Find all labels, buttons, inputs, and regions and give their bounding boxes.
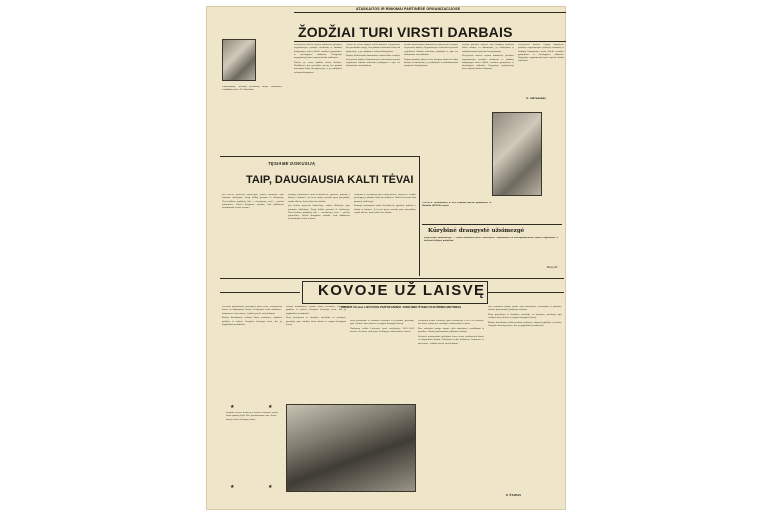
headline-kovoje: KOVOJE UŽ LAISVĘ	[318, 282, 486, 299]
kova-col-3	[350, 320, 414, 402]
poem-wrap	[226, 412, 280, 482]
disc-col-2	[288, 194, 350, 274]
disc-top-rule	[220, 156, 420, 157]
article1-text-d2: Praėjusiais metais rajono komitetas partinės organizacijos pradėjo ataskaitų ir rinkimų kampanijos metu iškelti svarbias gamybines ir ideologines užduotis. Daugelyje organizacijų buvo aptarti darbo trūkumai.	[462, 55, 514, 71]
kova-text-4: Partizanų veikla Lietuvoje ypač suaktyvėjo 1943–1944 metais, kai buvo sudarytas vieningas vadovavimo centras.	[418, 320, 484, 326]
kurybine-title: Kūrybinė draugystė užsimezgė	[428, 228, 525, 234]
disc-text-1: Jau keletą mėnesių laikraštyje vyksta diskusija apie jaunimo auklėjimą. Daug laiškų gavome iš skaitytojų. Vieni kaltina mokyklą, kiti — visuomenę, treti — pačius jaunuolius. Tačiau dauguma sutinka, kad didžiausia atsakomybė tenka tėvams.	[222, 194, 284, 210]
article1-col-b	[346, 44, 400, 156]
kova-text-4c: Lietuvos partizaninis judėjimas buvo viena svarbiausių kovos su okupantais formų. Partizanai veikė miškuose, kaimuose ir miestuose, trukdė priešo susisiekimui.	[418, 335, 484, 345]
kurybine-box	[422, 224, 562, 273]
kova-subhead: (MININT 20-sias LIETUVOS PARTIZANINIO JUDĖJIMO ŠTABO SUKŪRIMO METINES)	[341, 305, 461, 309]
kurybine-byline: Mūsų inf.	[546, 266, 558, 269]
article1-text-b2: Būtina kiekvienam komunistui asmeniškai atsakyti už pavestą darbą. Organizacijos sekretoriai privalo reguliariai tikrinti nutarimų vykdymą ir apie tai informuoti susirinkimus.	[346, 55, 400, 68]
disc-text-3: Mokykla ir visuomenė gali daug padėti, tačiau be šeimos pastangų jų darbas lieka neefektyvus. Todėl tėvai turi būti pirmieji auklėtojai.	[354, 194, 416, 203]
kova-top-rule	[220, 278, 564, 279]
kova-text-5b: Buvę partizanai ir šiandien susitinka su jaunimu, pasakoja apie sunkias kovų dienas ir ragina branginti laisvę.	[488, 313, 562, 320]
top-rule	[294, 12, 566, 13]
kova-col-1	[222, 306, 282, 402]
disc-text-2: Šeimoje formuojasi vaiko charakteris, įpročiai, požiūris į darbą ir žmones. Jei tėvai patys nerodo gero pavyzdžio, sunku tikėtis, kad vaikas bus kitoks.	[288, 194, 350, 203]
article1-text-c: Būtina kiekvienam komunistui asmeniškai atsakyti už pavestą darbą. Organizacijos sekretoriai privalo reguliariai tikrinti nutarimų vykdymą ir apie tai informuoti susirinkimus.	[404, 44, 458, 56]
star-icon: ★	[230, 404, 235, 410]
kova-rule-left	[220, 292, 300, 293]
article1-text-d: Rajono partinis aktyvas turi daugiau dėmesio skirti darbui su žmonėmis, jų auklėjimui ir mobilizavimui naujiems laimėjimams.	[462, 44, 514, 53]
star-icon: ★	[268, 404, 273, 410]
headline-taip: TAIP, DAUGIAUSIA KALTI TĖVAI	[246, 174, 414, 186]
kova-text-3b: Partizanų veikla Lietuvoje ypač suaktyvėjo 1943–1944 metais, kai buvo sudarytas vieningas vadovavimo centras.	[350, 327, 414, 334]
article1-col-c	[404, 44, 458, 156]
portrait-photo	[222, 39, 256, 81]
diskusija-label: TĘSIAME DISKUSIJĄ	[268, 161, 316, 166]
partisans-photo	[286, 404, 416, 492]
article1-text-c2: Rajono partinis aktyvas turi daugiau dėmesio skirti darbui su žmonėmis, jų auklėjimui ir mobilizavimui naujiems laimėjimams.	[404, 58, 458, 68]
kova-text-1b: Štabas koordinavo atskirų būrių veiksmus, rūpinosi ginklais ir ryšiais. Daugelis kovotojų žuvo, bet jų žygdarbiai neužmiršti.	[222, 317, 282, 326]
photo1-caption: Nuotraukoje: lietuvių partizanų būrys vadovybės susitikimo metu. Pr. Kovalskis.	[222, 86, 282, 91]
kova-col-2	[286, 306, 346, 402]
byline1: A. Astrauskas	[526, 97, 546, 100]
kova-text-4b: Šios sukakties proga rajone vyks minėjimai, susitikimai ir parodos, skirtos partizaninio judėjimo istorijai.	[418, 327, 484, 334]
article1-col-e	[518, 44, 564, 104]
disc-text-2b: Jau keletą mėnesių laikraštyje vyksta diskusija apie jaunimo auklėjimą. Daug laiškų gavome iš skaitytojų. Vieni kaltina mokyklą, kiti — visuomenę, treti — pačius jaunuolius. Tačiau dauguma sutinka, kad didžiausia atsakomybė tenka tėvams.	[288, 205, 350, 221]
kova-col-5	[488, 306, 562, 490]
kurybine-text-wrap	[424, 237, 558, 267]
poem-text: Skamba laisvės daina per laukus ir miškus, mūsų žemė gimtoji žydi. Mes prisimename tuos, kurie kovoje krito už laimę tautos.	[226, 412, 278, 421]
disc-col-3	[354, 194, 416, 274]
headline1-underline	[294, 41, 566, 42]
article1-text-a: Praėjusiais metais rajono komitetas partinės organizacijos pradėjo ataskaitų ir rinkimų kampanijos metu iškelti svarbias gamybines ir ideologines užduotis. Daugelyje organizacijų buvo aptarti darbo trūkumai.	[294, 44, 342, 60]
disc-right-rule	[419, 156, 420, 276]
photo2-caption: VILNIUS. Memorialas ir kiti Vilniaus miesto paminklai. B. Dabulio (ELTOS) nuotr.	[422, 202, 492, 207]
kova-col-4	[418, 320, 484, 502]
article1-text-a2: Tačiau ne visur žodžiai virsta darbais. Kolūkiuose dar pasitaiko atvejų, kai priimti nutarimai lieka tik popieriuje, o jų vykdymas nekontroliuojamas.	[294, 61, 342, 74]
headline-zodziai: ŽODŽIAI TURI VIRSTI DARBAIS	[298, 24, 513, 40]
disc-col-1	[222, 194, 284, 274]
article1-col-a	[294, 44, 342, 156]
article1-text-e: Praėjusiais metais rajono komitetas partinės organizacijos pradėjo ataskaitų ir rinkimų kampanijos metu iškelti svarbias gamybines ir ideologines užduotis. Daugelyje organizacijų buvo aptarti darbo trūkumai.	[518, 44, 564, 63]
kova-rule-right	[488, 292, 564, 293]
star-icon: ★	[268, 484, 273, 490]
newspaper-page	[206, 6, 566, 510]
article1-text-b: Tačiau ne visur žodžiai virsta darbais. Kolūkiuose dar pasitaiko atvejų, kai priimti nutarimai lieka tik popieriuje, o jų vykdymas nekontroliuojamas.	[346, 44, 400, 53]
kova-text-2b: Buvę partizanai ir šiandien susitinka su jaunimu, pasakoja apie sunkias kovų dienas ir ragina branginti laisvę.	[286, 317, 346, 326]
byline3: P. ŠTARAS	[506, 494, 522, 497]
kurybine-text: Kaip rašyti informaciją? — tokia klausimą iškėlė kolektyvas. Susitikimai su korespondentais vyksta reguliariai, o dalyviai dalijasi patirtimi.	[424, 237, 558, 243]
kova-text-2: Štabas koordinavo atskirų būrių veiksmus, rūpinosi ginklais ir ryšiais. Daugelis kovotojų žuvo, bet jų žygdarbiai neužmiršti.	[286, 306, 346, 315]
kova-text-1: Lietuvos partizaninis judėjimas buvo viena svarbiausių kovos su okupantais formų. Partizanai veikė miškuose, kaimuose ir miestuose, trukdė priešo susisiekimui.	[222, 306, 282, 315]
disc-text-3b: Šeimoje formuojasi vaiko charakteris, įpročiai, požiūris į darbą ir žmones. Jei tėvai patys nerodo gero pavyzdžio, sunku tikėtis, kad vaikas bus kitoks.	[354, 205, 416, 214]
kova-text-5: Šios sukakties proga rajone vyks minėjimai, susitikimai ir parodos, skirtos partizaninio judėjimo istorijai.	[488, 306, 562, 312]
top-slogan: ATASKAITOS IR RINKIMAI PARTINĖSE ORGANIZACIJOSE	[356, 7, 461, 11]
kova-text-3: Buvę partizanai ir šiandien susitinka su jaunimu, pasakoja apie sunkias kovų dienas ir ragina branginti laisvę.	[350, 320, 414, 326]
monument-photo	[492, 112, 542, 196]
star-icon: ★	[230, 484, 235, 490]
kova-text-5c: Štabas koordinavo atskirų būrių veiksmus, rūpinosi ginklais ir ryšiais. Daugelis kovotojų žuvo, bet jų žygdarbiai neužmiršti.	[488, 321, 562, 328]
